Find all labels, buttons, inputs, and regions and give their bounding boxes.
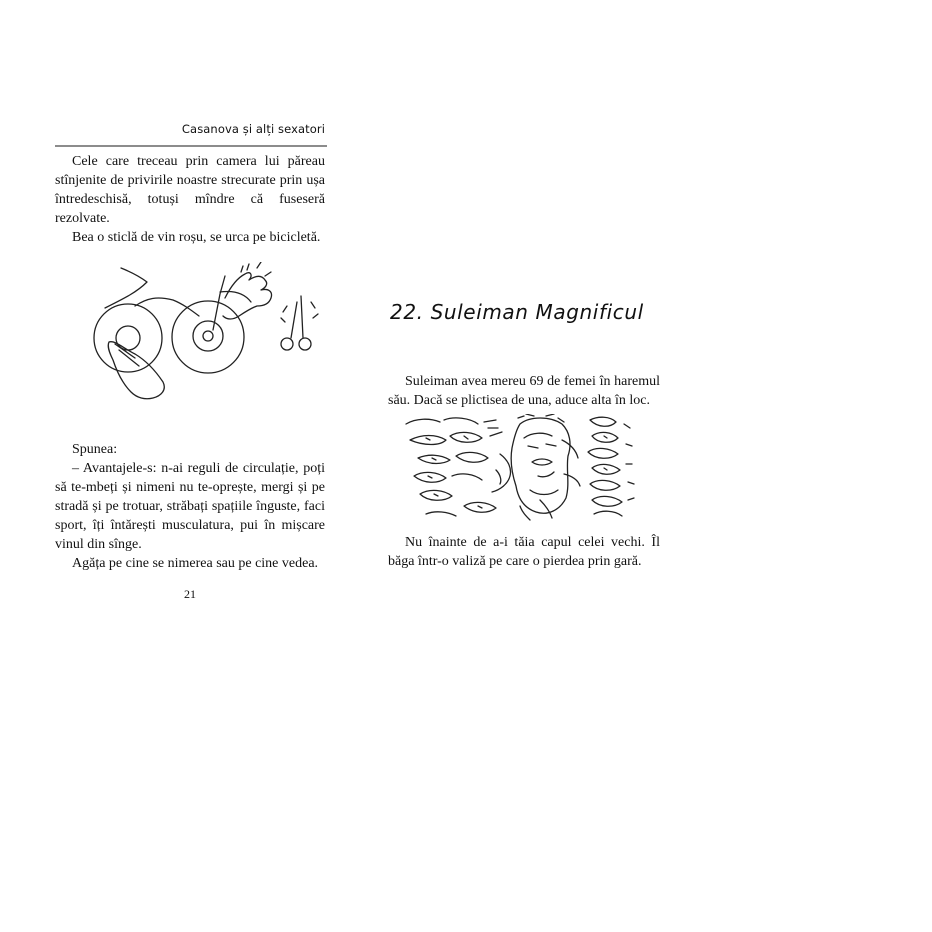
right-text-bottom xyxy=(388,533,660,571)
left-text-top xyxy=(55,152,325,247)
paragraph: Spunea: xyxy=(72,442,118,457)
chapter-title: 22. Suleiman Magnificul xyxy=(390,300,644,324)
running-header: Casanova și alți sexatori xyxy=(181,122,325,136)
right-text-top xyxy=(388,372,660,410)
paragraph: Suleiman avea mereu 69 de femei în haremul său. Dacă se plictisea de una, aduce alta în loc. xyxy=(388,374,660,408)
left-text-bottom xyxy=(55,440,325,573)
paragraph: Bea o sticlă de vin roșu, se urca pe bicicletă. xyxy=(72,230,321,245)
paragraph: – Avantajele-s: n-ai reguli de circulație, poți să te-mbeți și nimeni nu te-oprește, mergi și pe stradă și pe trotuar, străbați spațiile înguste, faci sport, îți întărești musculatura, pui în mișcare vinul din sînge. xyxy=(55,461,325,552)
bicycle-sketch xyxy=(75,262,335,407)
paragraph: Cele care treceau prin camera lui păreau stînjenite de privirile noastre strecurate prin ușa întredeschisă, totuși mîndre că fuseseră rezolvate. xyxy=(55,154,325,226)
header-rule xyxy=(55,145,327,147)
page-number: 21 xyxy=(184,587,196,601)
paragraph: Agăța pe cine se nimerea sau pe cine vedea. xyxy=(72,556,319,571)
paragraph: Nu înainte de a-i tăia capul celei vechi. Îl băga într-o valiză pe care o pierdea prin gară. xyxy=(388,535,660,569)
harem-faces-sketch xyxy=(400,414,650,524)
